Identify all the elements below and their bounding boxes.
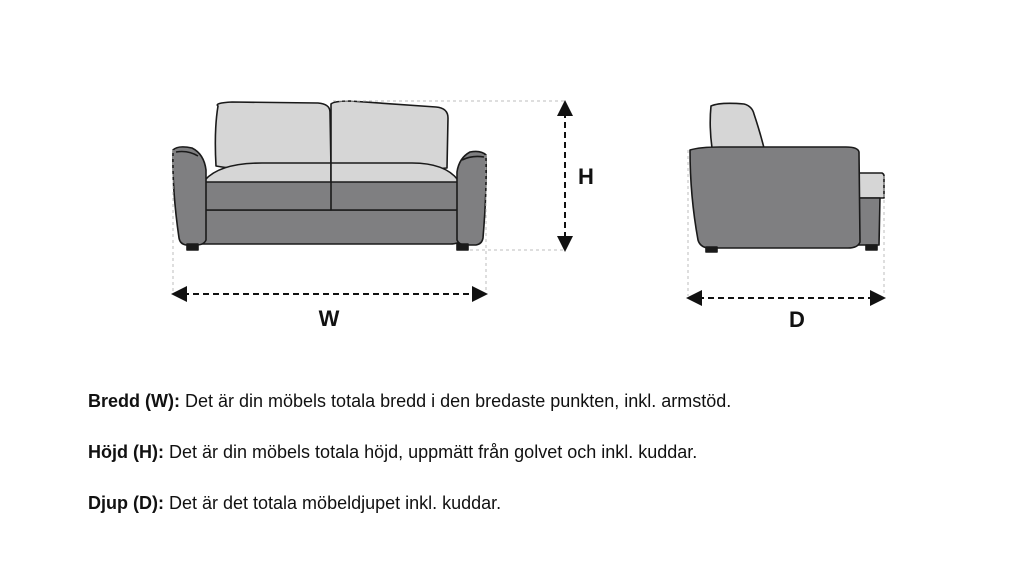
height-label: H bbox=[578, 164, 594, 189]
side-body bbox=[690, 147, 860, 248]
depth-label: D bbox=[789, 307, 805, 332]
back-cushion-right bbox=[331, 101, 448, 170]
depth-description bbox=[88, 492, 501, 514]
width-term: Bredd (W): bbox=[88, 391, 180, 411]
side-foot-left bbox=[706, 247, 717, 252]
side-seat-front bbox=[858, 198, 880, 245]
sofa-side-view bbox=[690, 103, 884, 252]
foot-left bbox=[187, 244, 198, 250]
width-label: W bbox=[318, 306, 340, 331]
depth-term: Djup (D): bbox=[88, 493, 164, 513]
side-back-cushion bbox=[710, 103, 764, 148]
arm-left bbox=[173, 147, 206, 245]
height-term: Höjd (H): bbox=[88, 442, 164, 462]
height-text: Det är din möbels totala höjd, uppmätt från golvet och inkl. kuddar. bbox=[163, 442, 698, 462]
sofa-base bbox=[188, 208, 465, 244]
depth-text: Det är det totala möbeldjupet inkl. kuddar. bbox=[163, 493, 502, 513]
width-text: Det är din möbels totala bredd i den bredaste punkten, inkl. armstöd. bbox=[179, 391, 732, 411]
width-description bbox=[88, 390, 731, 412]
back-cushion-left bbox=[215, 102, 331, 170]
sofa-front-view bbox=[173, 101, 486, 250]
height-description bbox=[88, 441, 697, 463]
side-seat-cushion bbox=[858, 173, 884, 198]
arm-right bbox=[457, 151, 486, 245]
foot-right bbox=[457, 244, 468, 250]
side-foot-right bbox=[866, 245, 877, 250]
